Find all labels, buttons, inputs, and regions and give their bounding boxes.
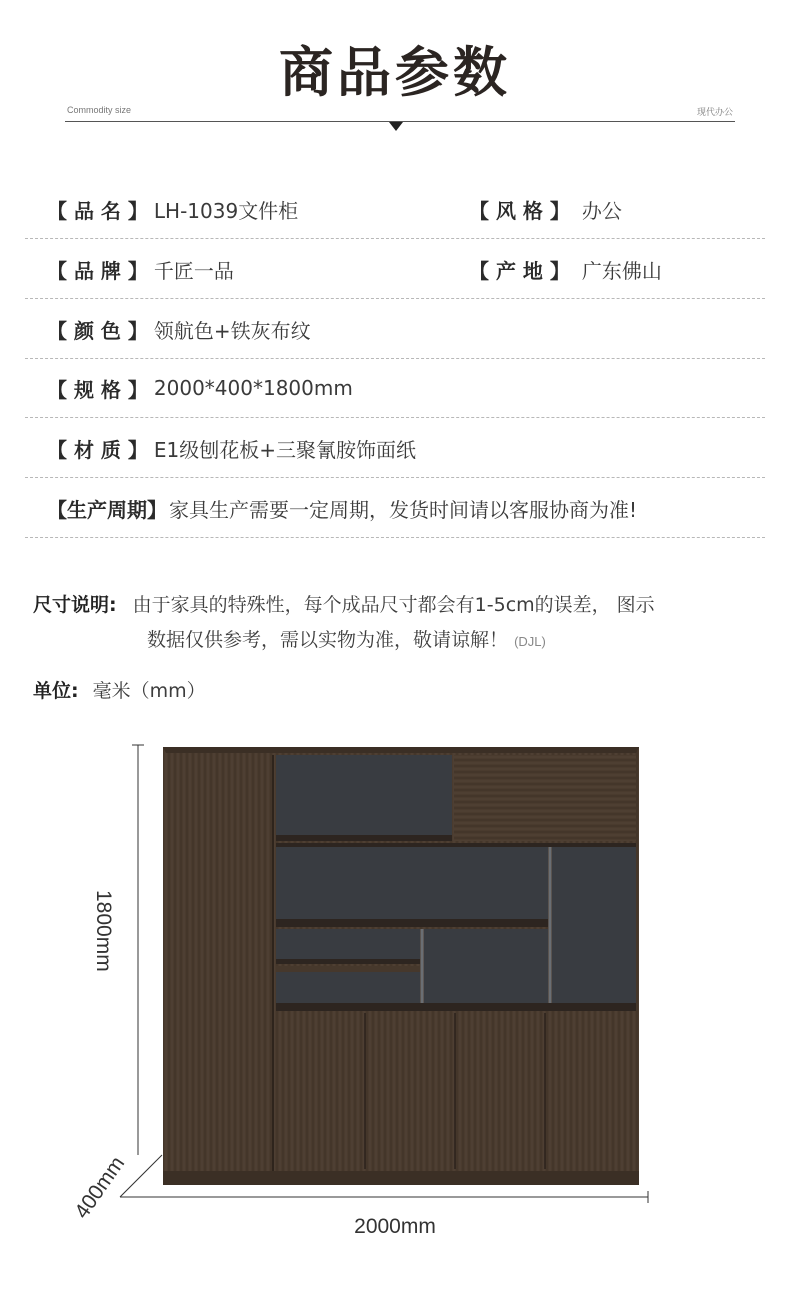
spec-size	[47, 358, 353, 418]
spec-name-key: 【 品 名 】	[47, 198, 148, 223]
header-subtitle-en: Commodity size	[67, 105, 132, 115]
spec-row-cycle	[25, 478, 765, 538]
size-note-line2: 数据仅供参考，需以实物为准，敬请谅解！	[147, 629, 509, 651]
unit-key: 单位:	[33, 680, 79, 702]
spec-size-key: 【 规 格 】	[47, 377, 148, 402]
spec-origin-value: 广东佛山	[581, 258, 662, 283]
spec-material-key: 【 材 质 】	[47, 437, 148, 462]
cabinet-drawing	[0, 735, 790, 1255]
page-title: 商品参数	[279, 41, 511, 104]
spec-size-value: 2000*400*1800mm	[153, 376, 353, 400]
spec-cycle	[47, 478, 637, 538]
size-note-tag: (DJL)	[514, 634, 546, 649]
size-note-line1: 由于家具的特殊性，每个成品尺寸都会有1-5cm的误差， 图示	[132, 594, 655, 616]
cabinet-body	[163, 747, 639, 1185]
spec-row-material	[25, 418, 765, 478]
spec-style-value: 办公	[581, 198, 622, 223]
depth-label: 400mm	[70, 1152, 130, 1223]
width-label: 2000mm	[354, 1215, 436, 1238]
unit-note	[33, 676, 206, 703]
spec-row-brand	[25, 239, 765, 299]
spec-color-key: 【 颜 色 】	[47, 318, 148, 343]
spec-origin	[469, 239, 662, 299]
size-note	[33, 590, 655, 617]
spec-color	[47, 299, 311, 359]
spec-brand-value: 千匠一品	[153, 258, 234, 283]
spec-cycle-key: 【生产周期】	[47, 497, 167, 522]
unit-value: 毫米（mm）	[92, 680, 206, 702]
cabinet-diagram	[0, 735, 790, 1255]
width-dimension	[120, 1191, 648, 1203]
depth-dimension	[120, 1155, 162, 1197]
header-subtitle-cn: 现代办公	[696, 108, 733, 118]
spec-cycle-value: 家具生产需要一定周期，发货时间请以客服协商为准!	[169, 497, 638, 522]
spec-name-value: LH-1039文件柜	[153, 198, 299, 223]
spec-origin-key: 【 产 地 】	[469, 258, 570, 283]
spec-row-size	[25, 358, 765, 418]
header-arrow-icon	[389, 122, 403, 131]
spec-brand-key: 【 品 牌 】	[47, 258, 148, 283]
spec-name	[47, 179, 298, 239]
spec-brand	[47, 239, 234, 299]
size-note-key: 尺寸说明:	[33, 594, 117, 616]
spec-row-name	[25, 179, 765, 239]
spec-style-key: 【 风 格 】	[469, 198, 570, 223]
size-note-second	[147, 625, 546, 652]
spec-material	[47, 418, 416, 478]
spec-material-value: E1级刨花板+三聚氰胺饰面纸	[153, 437, 417, 462]
spec-color-value: 领航色+铁灰布纹	[153, 318, 311, 343]
spec-style	[469, 179, 622, 239]
spec-row-color	[25, 299, 765, 359]
height-label: 1800mm	[92, 890, 115, 972]
height-dimension	[132, 745, 144, 1155]
